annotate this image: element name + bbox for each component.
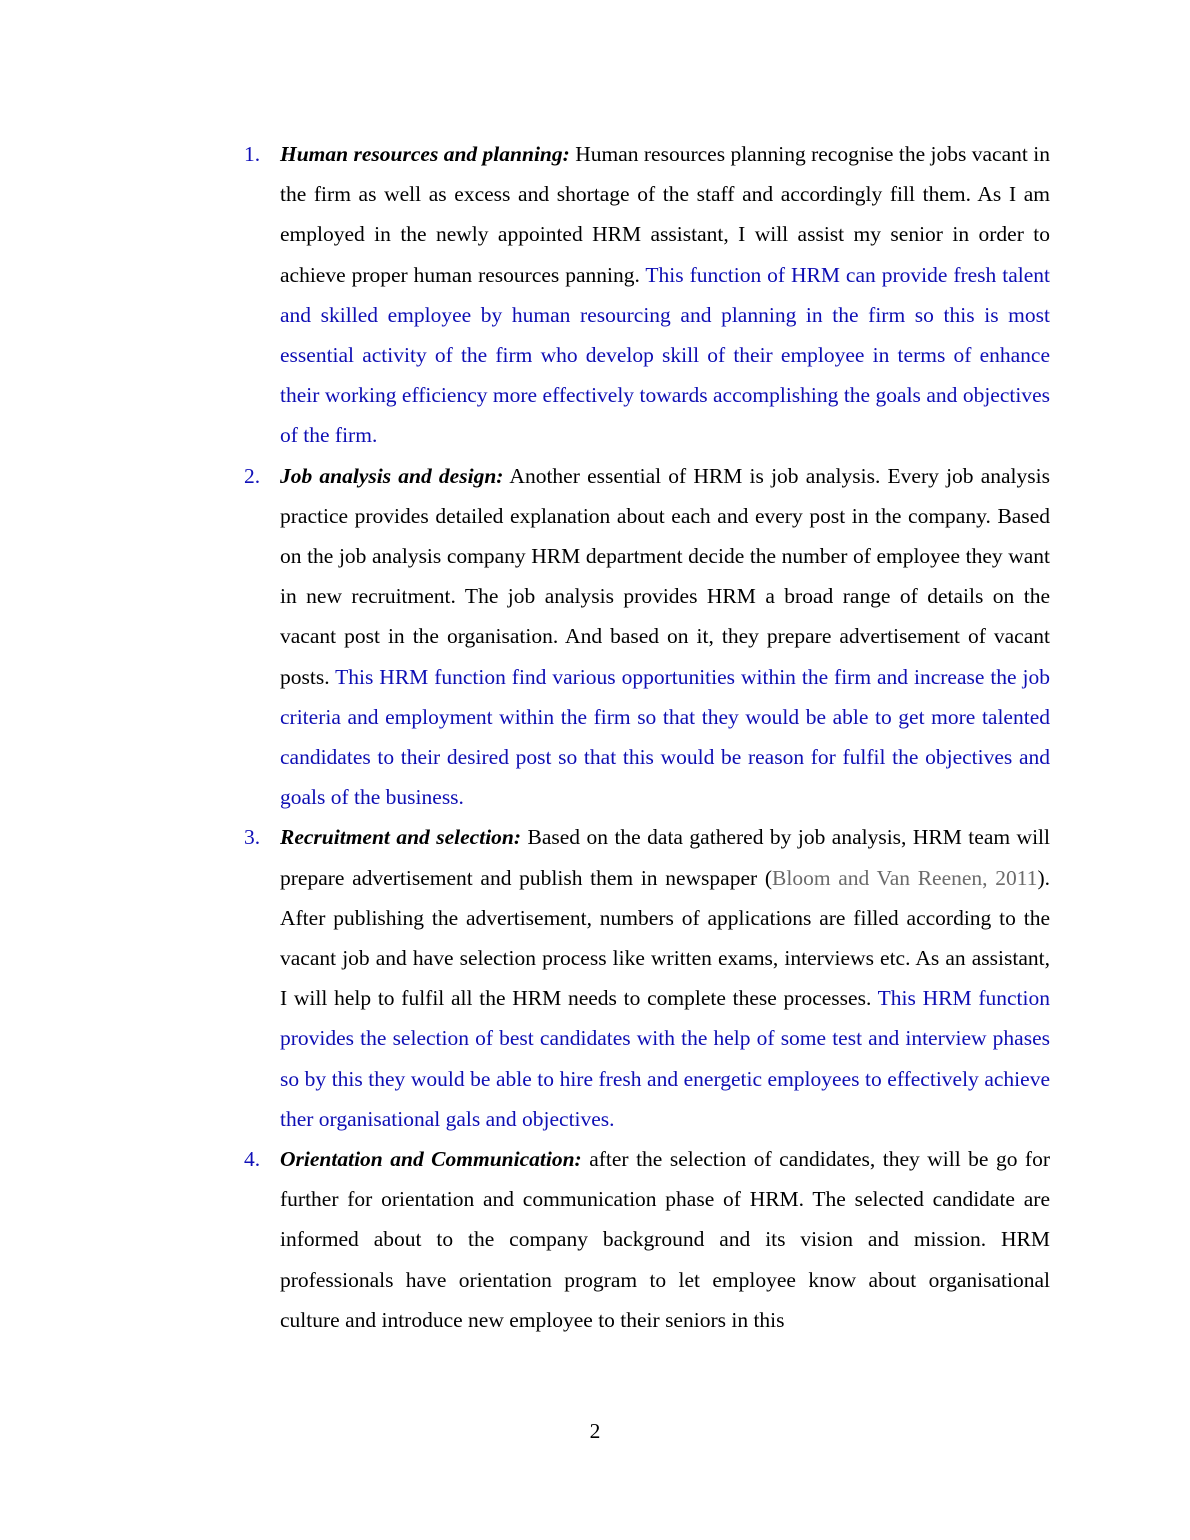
document-body xyxy=(244,134,1050,1340)
item-body-text: Another essential of HRM is job analysis. Every job analysis practice provides detailed explanation about each and every post in the company. Based on the job analysis company HRM department decide the number of employee they want in new recruitment. The job analysis provides HRM a broad range of details on the vacant post in the organisation. And based on it, they prepare advertisement of vacant posts. xyxy=(280,463,1050,689)
list-number: 2. xyxy=(244,463,261,488)
list-item-job-analysis-design xyxy=(244,456,1050,818)
list-item-recruitment-selection xyxy=(244,817,1050,1139)
list-number: 1. xyxy=(244,142,261,166)
item-body-text-continued: ). After publishing the advertisement, numbers of applications are filled according to the vacant job and have selection process like written exams, interviews etc. As an assistant, I will help to fulfil all the HRM needs to complete these processes. xyxy=(280,865,1050,1011)
item-heading: Recruitment and selection: xyxy=(280,825,522,850)
page-number: 2 xyxy=(589,1419,601,1443)
list-number: 3. xyxy=(244,825,261,850)
item-heading: Human resources and planning: xyxy=(280,142,570,166)
item-highlight-text: This HRM function find various opportunities within the firm and increase the job criteria and employment within the firm so that they would be able to get more talented candidates to their desired post so that this would be reason for fulfil the objectives and goals of the business. xyxy=(280,664,1050,810)
citation: Bloom and Van Reenen, 2011 xyxy=(772,865,1038,890)
list-number: 4. xyxy=(244,1147,261,1172)
item-heading: Orientation and Communication: xyxy=(280,1147,582,1172)
item-heading: Job analysis and design: xyxy=(280,463,504,488)
item-body-text: Human resources planning recognise the jobs vacant in the firm as well as excess and shortage of the staff and accordingly fill them. As I am employed in the newly appointed HRM assistant, I will assist my senior in order to achieve proper human resources panning. xyxy=(280,142,1050,287)
list-item-orientation-communication xyxy=(244,1139,1050,1340)
item-body-text: after the selection of candidates, they will be go for further for orientation and communication phase of HRM. The selected candidate are informed about to the company background and its vision and mission. HRM professionals have orientation program to let employee know about organisational culture and introduce new employee to their seniors in this xyxy=(280,1147,1051,1332)
item-highlight-text: This HRM function provides the selection of best candidates with the help of some test and interview phases so by this they would be able to hire fresh and energetic employees to effectively achieve ther organisational gals and objectives. xyxy=(280,986,1050,1131)
item-body-text: Based on the data gathered by job analysis, HRM team will prepare advertisement and publish them in newspaper ( xyxy=(280,825,1050,890)
item-highlight-text: This function of HRM can provide fresh talent and skilled employee by human resourcing and planning in the firm so this is most essential activity of the firm who develop skill of their employee in terms of enhance their working efficiency more effectively towards accomplishing the goals and objectives of the firm. xyxy=(280,262,1050,448)
list-item-human-resources-planning xyxy=(244,134,1050,456)
